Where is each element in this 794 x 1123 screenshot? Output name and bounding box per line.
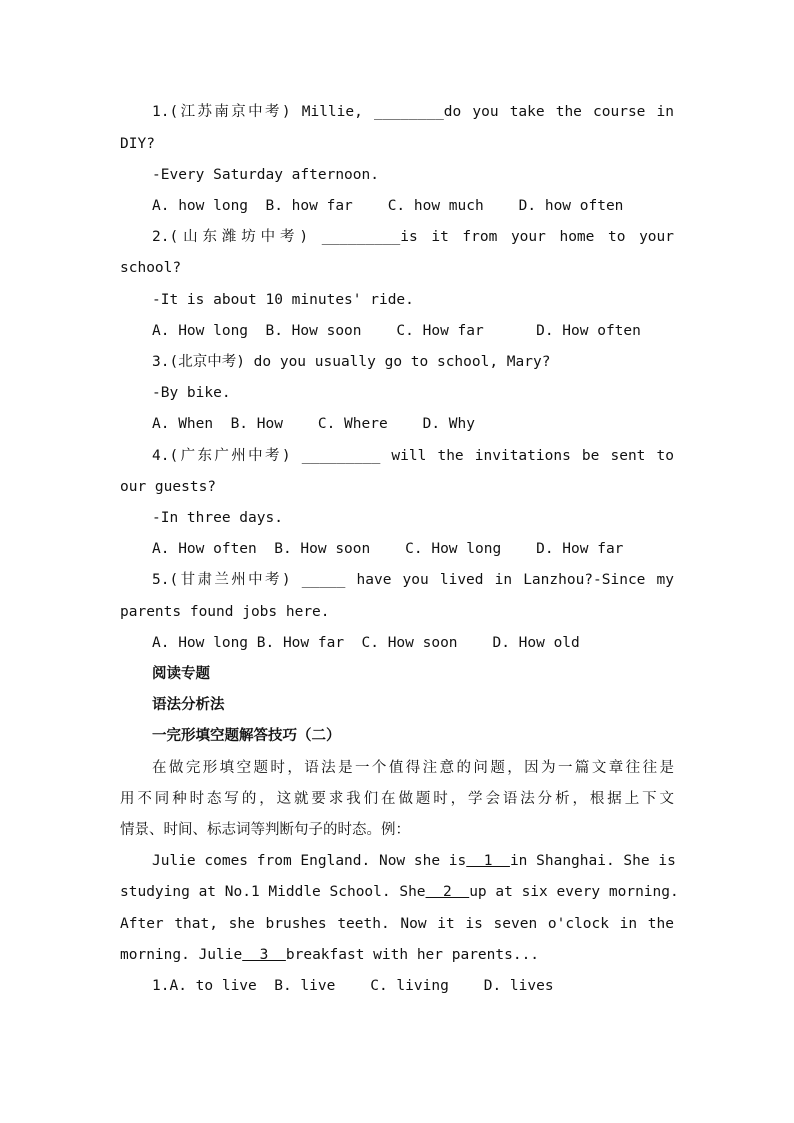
q2-answer: -It is about 10 minutes' ride. [152, 292, 414, 308]
section-subtitle: 一完形填空题解答技巧（二） [152, 728, 341, 744]
q1-answer: -Every Saturday afternoon. [152, 167, 379, 183]
q2-stem-line1: 2.(山东潍坊中考) _________is it from your home to your [152, 229, 674, 245]
section-title: 阅读专题 [152, 666, 210, 682]
example-options: 1.A. to live B. live C. living D. lives [152, 978, 554, 994]
intro-line-1: 在做完形填空题时，语法是一个值得注意的问题，因为一篇文章往往是 [152, 760, 674, 776]
passage-line-1 [152, 849, 674, 873]
passage-text: breakfast with her parents... [285, 947, 540, 963]
passage-text: Julie comes from England. Now she is [152, 853, 467, 869]
q4-stem-line2: our guests? [120, 479, 217, 495]
passage-text: studying at No.1 Middle School. She [120, 884, 426, 900]
blank-2: 2 [425, 884, 470, 900]
q5-stem-line1: 5.(甘肃兰州中考) _____ have you lived in Lanzhou?-Since my [152, 572, 674, 588]
q1-stem-line2: DIY? [120, 136, 155, 152]
q4-answer: -In three days. [152, 510, 283, 526]
passage-text: up at six every morning. [469, 884, 679, 900]
q3-stem: 3.(北京中考) do you usually go to school, Mary? [152, 354, 551, 370]
intro-line-2: 用不同种时态写的，这就要求我们在做题时，学会语法分析，根据上下文 [120, 791, 674, 807]
passage-text: in Shanghai. She is [509, 853, 676, 869]
passage-text: morning. Julie [120, 947, 243, 963]
q5-stem-line2: parents found jobs here. [120, 604, 330, 620]
method-title: 语法分析法 [152, 697, 225, 713]
q3-options: A. When B. How C. Where D. Why [152, 416, 476, 432]
q4-options: A. How often B. How soon C. How long D. How far [152, 541, 624, 557]
blank-3: 3 [242, 947, 286, 963]
q5-options: A. How long B. How far C. How soon D. How old [152, 635, 580, 651]
q1-options: A. how long B. how far C. how much D. how often [152, 198, 624, 214]
q3-answer: -By bike. [152, 385, 231, 401]
passage-line-2 [120, 880, 679, 904]
intro-line-3: 情景、时间、标志词等判断句子的时态。例： [120, 822, 410, 838]
q4-stem-line1: 4.(广东广州中考) _________ will the invitations be sent to [152, 448, 674, 464]
q2-stem-line2: school? [120, 260, 182, 276]
q2-options: A. How long B. How soon C. How far D. How often [152, 323, 641, 339]
passage-line-4 [120, 943, 674, 967]
passage-line-3: After that, she brushes teeth. Now it is seven o'clock in the [120, 916, 674, 932]
blank-1: 1 [466, 853, 510, 869]
q1-stem-line1: 1.(江苏南京中考) Millie, ________do you take the course in [152, 104, 674, 120]
